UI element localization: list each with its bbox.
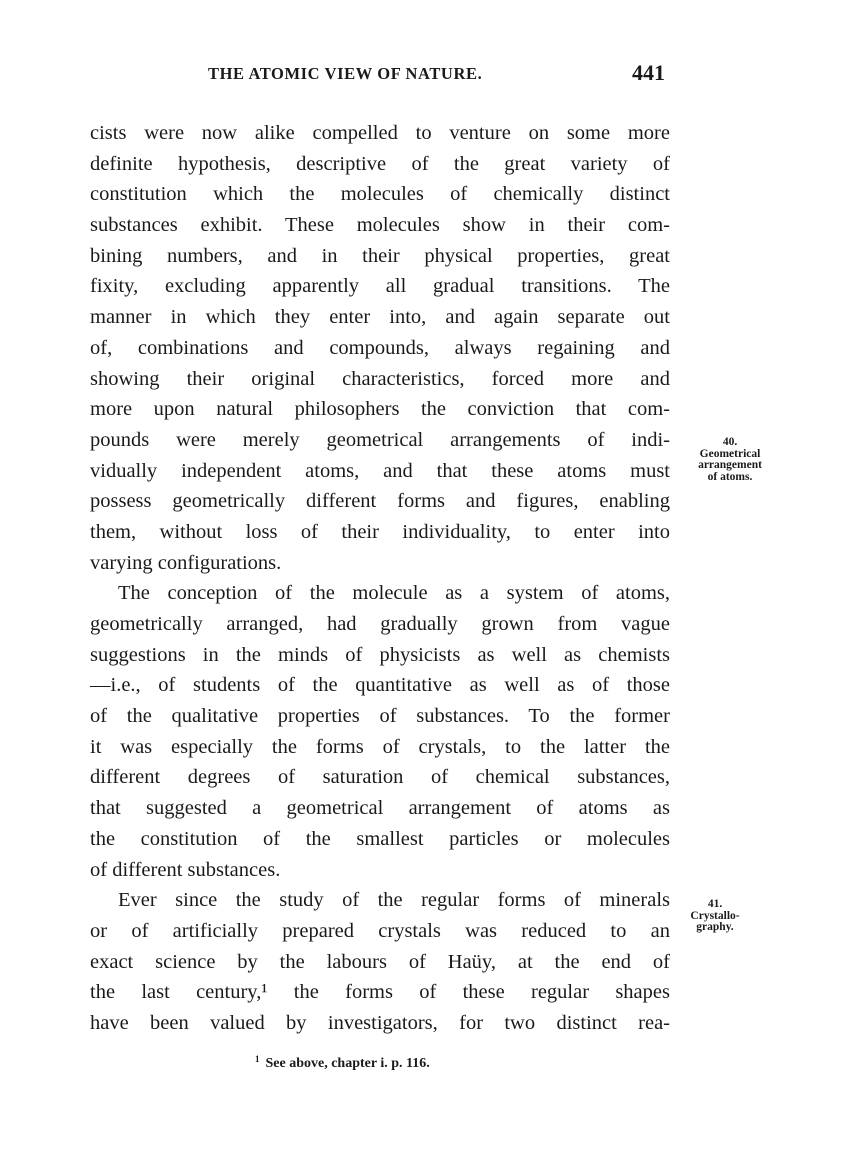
text-line: definite hypothesis, descriptive of the great variety of <box>90 152 670 175</box>
sidenote-40 <box>690 437 770 483</box>
text-line: of different substances. <box>90 858 281 881</box>
text-line: geometrically arranged, had gradually grown from vague <box>90 613 670 635</box>
running-title: THE ATOMIC VIEW OF NATURE. <box>208 64 483 83</box>
sidenote-41 <box>680 899 750 934</box>
text-line: the constitution of the smallest particles or molecules <box>90 827 670 850</box>
text-line: suggestions in the minds of physicists as well as chemists <box>90 643 670 666</box>
sidenote-number: 41. <box>707 898 723 910</box>
sidenote-line: Geometrical <box>699 447 761 460</box>
text-line: cists were now alike compelled to venture on some more <box>90 122 670 144</box>
text-line: showing their original characteristics, forced more and <box>90 367 670 390</box>
text-line: that suggested a geometrical arrangement of atoms as <box>90 797 670 820</box>
text-line: manner in which they enter into, and again separate out <box>90 306 670 329</box>
text-line: have been valued by investigators, for two distinct rea- <box>90 1011 670 1034</box>
sidenote-line: arrangement <box>698 459 762 471</box>
text-line: exact science by the labours of Haüy, at the end of <box>90 950 670 973</box>
footnote <box>255 1054 585 1072</box>
text-line: Ever since the study of the regular forms of minerals <box>118 889 670 912</box>
text-line: bining numbers, and in their physical properties, great <box>90 244 670 267</box>
text-line: the last century,¹ the forms of these regular shapes <box>90 981 670 1004</box>
text-line: pounds were merely geometrical arrangements of indi- <box>90 428 670 451</box>
text-line: different degrees of saturation of chemical substances, <box>90 766 670 789</box>
text-line: —i.e., of students of the quantitative as well as of those <box>90 674 670 697</box>
sidenote-line: Crystallo- <box>690 909 740 922</box>
body-text <box>90 118 670 1039</box>
sidenote-number: 40. <box>722 436 738 448</box>
page-number: 441 <box>632 60 665 85</box>
text-line: of, combinations and compounds, always regaining and <box>90 336 670 359</box>
text-line: varying configurations. <box>90 551 282 574</box>
text-line: constitution which the molecules of chemically distinct <box>90 183 670 206</box>
text-line: possess geometrically different forms and figures, enabling <box>90 490 670 513</box>
text-line: fixity, excluding apparently all gradual transitions. The <box>90 275 670 298</box>
text-line: or of artificially prepared crystals was reduced to an <box>90 919 670 942</box>
text-line: more upon natural philosophers the conviction that com- <box>90 398 670 421</box>
text-line: The conception of the molecule as a system of atoms, <box>118 582 670 605</box>
text-line: it was especially the forms of crystals, to the latter the <box>90 735 670 758</box>
running-header <box>90 62 670 92</box>
sidenote-line: graphy. <box>696 921 734 933</box>
text-line: them, without loss of their individuality, to enter into <box>90 520 670 543</box>
text-line: vidually independent atoms, and that these atoms must <box>90 459 670 482</box>
footnote-marker: 1 <box>255 1054 260 1064</box>
sidenote-line: of atoms. <box>707 470 753 483</box>
text-line: of the qualitative properties of substances. To the former <box>90 705 670 728</box>
footnote-text: See above, chapter i. p. 116. <box>265 1056 430 1071</box>
text-line: substances exhibit. These molecules show in their com- <box>90 214 670 237</box>
